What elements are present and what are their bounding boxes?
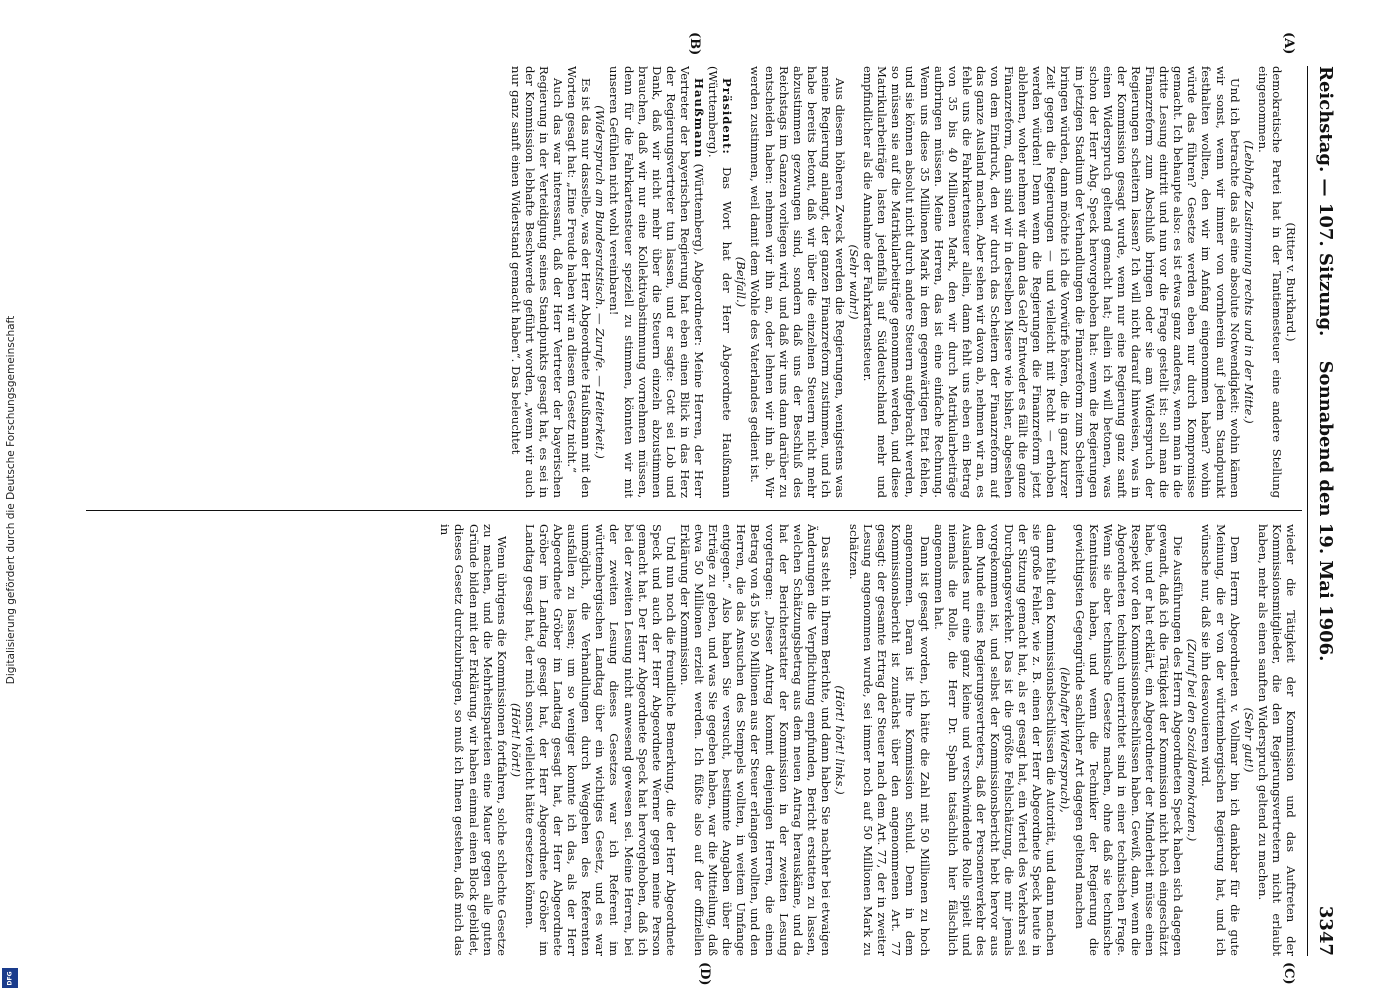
stage-direction: (Sehr gut!) [1241,707,1256,773]
paragraph: Und ich betrachte das als eine absolute Notwendigkeit: wohin kämen wir sonst, wenn wir immer von vornherein auf jedem Standpunkt festhalten wollten, den wir im Anfang eingenommen haben? wohin würde das führen? Gesetze werden eben nur durch Kompromisse gemacht. Ich behaupte also: es ist etwas ganz anderes, wenn man in die dritte Lesung eintritt und nun vor die Frage gestellt ist: soll man die Finanzreform zum Abschluß bringen oder sie am Widerspruch der Regierungen scheitern lassen? Ich will nicht darauf hinweisen, was in der Kommission gesagt wurde, wenn nur eine Regierung ganz sanft einen Widerspruch geltend gemacht hat; allein ich will betonen, was schon der Herr Abg. Speck hervorgehoben hat: wenn die Regierungen im jetzigen Stadium der Verhandlungen die Finanzreform zum Scheitern bringen würden, dann möchte ich die Vorwürfe hören, die in ganz kurzer Zeit gegen die Regierungen — und vielleicht mit Recht — erhoben werden würden! Denn wenn die Regierungen die Finanzreform jetzt ablehnen, woher nehmen wir dann das Geld? Entweder es fällt die ganze Finanzreform, dann sind wir in derselben Misere wie bisher, abgesehen von dem Eindruck, den wir durch das Scheitern der Finanzreform auf das ganze Ausland machen. Aber sehen wir davon ab, nehmen wir an, es fehle uns die Fahrkartensteuer allein, dann fehlt uns eben ein Betrag von 35 bis 40 Millionen Mark, den wir durch Matrikularbeiträge aufbringen müssen. Meine Herren, das ist eine einfache Rechnung. Wenn uns diese 35 Millionen Mark in dem gegenwärtigen Etat fehlen, und sie können absolut nicht durch andere Steuern aufgebracht werden, so müssen sie auf die Matrikularbeiträge genommen werden, und diese Matrikularbeiträge lasten jedenfalls auf Süddeutschland mehr und empfindlicher als die Annahme der Fahrkartensteuer. [861,66,1242,498]
page-header [1307,66,1342,956]
speech-text: (Württemberg), Abgeordneter: Meine Herren, der Herr Vertreter der bayerischen Regierung hat eben einen Blick in das Herz der Regierungsvertreter tun lassen, und er sagte: Gott sei Lob und Dank, daß wir nicht mehr über die Steuern einzeln abzustimmen brauchen, daß wir nur eine Kollektivabstimmung vornehmen müssen, denn für die Fahrkartensteuer speziell zu stimmen, könnten wir mit unseren Gefühlen nicht wohl vereinbaren! [607,66,707,498]
stage-direction: (Beifall.) [734,256,749,308]
stage-direction: (Lebhafte Zustimmung rechts und in der Mitte.) [1241,140,1256,424]
margin-marker-b: (B) [687,32,702,56]
paragraph: Das steht in Ihrem Berichte, und dann haben Sie nachher bei etwaigen Änderungen die Verpflichtung empfunden, Bericht erstatten zu lassen, welchen Schätzungsbetrag aus dem neuen Antrag herauskäme, und da hat der Berichterstatter der Kommission in der zweiten Lesung vorgetragen: „Dieser Antrag kommt denjenigen Herren, die einen Betrag von 45 bis 50 Millionen aus der Steuer erlangen wollten, und den Herren, die das Ansuchen des Stempels wollten, in weitem Umfange entgegen.“ Also haben Sie versucht, bestimmte Angaben über die Erträge zu geben, und was Sie gegeben haben, war die Mitteilung, daß etwa 50 Millionen erzielt werden. Ich füßte also auf der offiziellen Erklärung der Kommission. [677,524,833,956]
paragraph: Aus diesem höheren Zweck werden die Regierungen, wenigstens was meine Regierung anlangt, der ganzen Finanzreform zustimmen, und ich habe bereits betont, daß wir über die einzelnen Steuern nicht mehr abzustimmen gezwungen sind, sondern daß uns der Beschluß des Reichstags im Ganzen vorliegen wird, und daß wir uns dann darüber zu entscheiden haben: nehmen wir ihn an, oder lehnen wir ihn ab. Wir werden zustimmen, weil damit dem Wohle des Vaterlandes gedient ist. [748,66,847,498]
paragraph: Dem Herrn Abgeordneten v. Vollmar bin ich dankbar für die gute Meinung, die er von der württembergischen Regierung hat, und ich wünsche nur, daß sie ihn desavouieren wird. [1199,524,1242,956]
header-date: Sonnabend den 19. Mai 1906. [1315,360,1336,662]
paragraph: Dann ist gesagt worden, ich hätte die Zahl mit 50 Millionen zu hoch angenommen. Daran ist Ihre Kommission schuld. Denn in dem Kommissionsbericht ist zunächst über den angenommenen Art. 77 gesagt: der gesamte Ertrag der Steuer nach dem Art. 77, der in zweiter Lesung angenommen wurde, sei immer noch auf 50 Millionen Mark zu schätzen. [847,524,932,956]
paragraph: Die Ausführungen des Herrn Abgeordneten Speck haben sich dagegen gewandt, daß ich die Tätigkeit der Kommission nicht hoch eingeschätzt habe, und er hat erklärt, ein Abgeordneter der Minderheit müsse einen Respekt vor den Kommissionsbeschlüssen haben. Gewiß, dann, wenn die Abgeordneten technisch unterrichtet sind in einer technischen Frage. Wenn sie aber technische Gesetze machen, ohne daß sie technische Kenntnisse haben, und wenn die Techniker der Regierung die gewichtigsten Gegengründe sachlicher Art dagegen geltend machen [1072,524,1186,956]
paragraph: Und nun noch die freundliche Bemerkung, die der Herr Abgeordnete Speck und auch der Herr Abgeordnete Werner gegen meine Person gemacht hat. Der Herr Abgeordnete Speck hat hervorgehoben, daß ich bei der zweiten Lesung nicht anwesend gewesen sei. Meine Herren, bei der zweiten Lesung dieses Gesetzes war ich Referent im württembergischen Landtag über ein wichtiges Gesetz, und es war unmöglich, die Verhandlungen durch Weggehen des Referenten ausfallen zu lassen; um so weniger konnte ich das, als der Herr Abgeordnete Gröber im Landtag gesagt hat, der Herr Abgeordnete Gröber im Landtag gesagt hat, der Herr Abgeordnete Gröber im Landtag gesagt hat, der mich sonst vielleicht hätte ersetzen können. [522,524,678,956]
margin-marker-c: (C) [1281,962,1296,985]
speaker-name: Präsident: [720,78,735,155]
header-session: Reichstag. — 107. Sitzung. [1315,66,1336,337]
digitization-credit [0,0,22,1000]
dfg-logo-icon [2,968,18,988]
margin-marker-d: (D) [697,962,712,986]
speaker-heading: (Ritter v. Burkhard.) [1284,222,1298,342]
page-number: 3347 [1315,905,1336,956]
stage-direction: (Hört! hört! links.) [833,685,847,795]
scanned-page [82,32,1342,986]
stage-direction: (lebhafter Widerspruch), [1058,667,1073,813]
dfg-logo-text: DFG [6,970,14,986]
paragraph: Auch das war interessant, daß der Herr Vertreter der bayerischen Regierung in der Verteidigung seines Standpunkts gesagt hat, es sei in der Kommission lebhafte Beschwerde geführt worden, „wenn wir auch nur ganz sanft einen Widerstand gemacht haben“. Das beleuchtet [508,66,566,498]
paragraph: dann fehlt den Kommissionsbeschlüssen die Autorität, und dann machen sie große Fehler, wie z. B. einen der Herr Abgeordnete Speck heute in der Sitzung gemacht hat, als er gesagt hat, ein Viertel des Verkehrs sei Durchgangsverkehr. Das ist die größte Fehlschätzung, die mir jemals vorgekommen ist, und selbst der Kommissionsbericht hebt hervor aus dem Munde eines Regierungsvertreters, daß der Personenverkehr des Auslandes nur eine ganz kleine und verschwindende Rolle spielt und niemals die Rolle, die Herr Dr. Spahn tatsächlich hier fälschlich angenommen hat. [931,524,1059,956]
paragraph: wieder die Tätigkeit der Kommission und das Auftreten der Kommissionsmitglieder, die den Regierungsvertretern nicht erlaubt haben, mehr als einen sanften Widerspruch geltend zu machen. [1255,524,1298,956]
right-text-column [88,524,1298,956]
paragraph: Wenn übrigens die Kommissionen fortfahren, solche schlechte Gesetze zu machen, und die Mehrheitsparteien eine Mauer gegen alle guten Gründe bilden mit der Erklärung, wir haben einmal einen Block gebildet, dieses Gesetz durchzubringen, so muß ich Ihnen gestehen, daß mich das in [438,524,509,956]
left-text-column [88,66,1298,498]
stage-direction: (Widerspruch am Bundesratstisch. — Zurufe. — Heiterkeit.) [593,105,608,459]
speech-text: Das Wort hat der Herr Abgeordnete Haußmann (Württemberg). [706,66,735,498]
credit-text: Digitalisierung gefördert durch die Deutsche Forschungsgemeinschaft [5,315,17,685]
speech-paragraph [607,66,706,498]
speaker-name: Haußmann [692,78,707,159]
margin-marker-a: (A) [1281,32,1296,55]
paragraph: Es ist das nur dasselbe, was der Herr Abgeordnete Haußmann mit den Worten gesagt hat: „Eine Freude haben wir an diesem Gesetz nicht.“ [565,66,594,498]
stage-direction: (Zuruf bei den Sozialdemokraten.) [1185,638,1200,842]
speech-paragraph [706,66,734,498]
paragraph: demokratische Partei hat in der Tantiemesteuer eine andere Stellung eingenommen. [1255,66,1284,498]
stage-direction: (Hört! hört!) [508,703,523,777]
column-divider [86,510,1302,511]
stage-direction: (Sehr wahr!) [847,244,862,320]
